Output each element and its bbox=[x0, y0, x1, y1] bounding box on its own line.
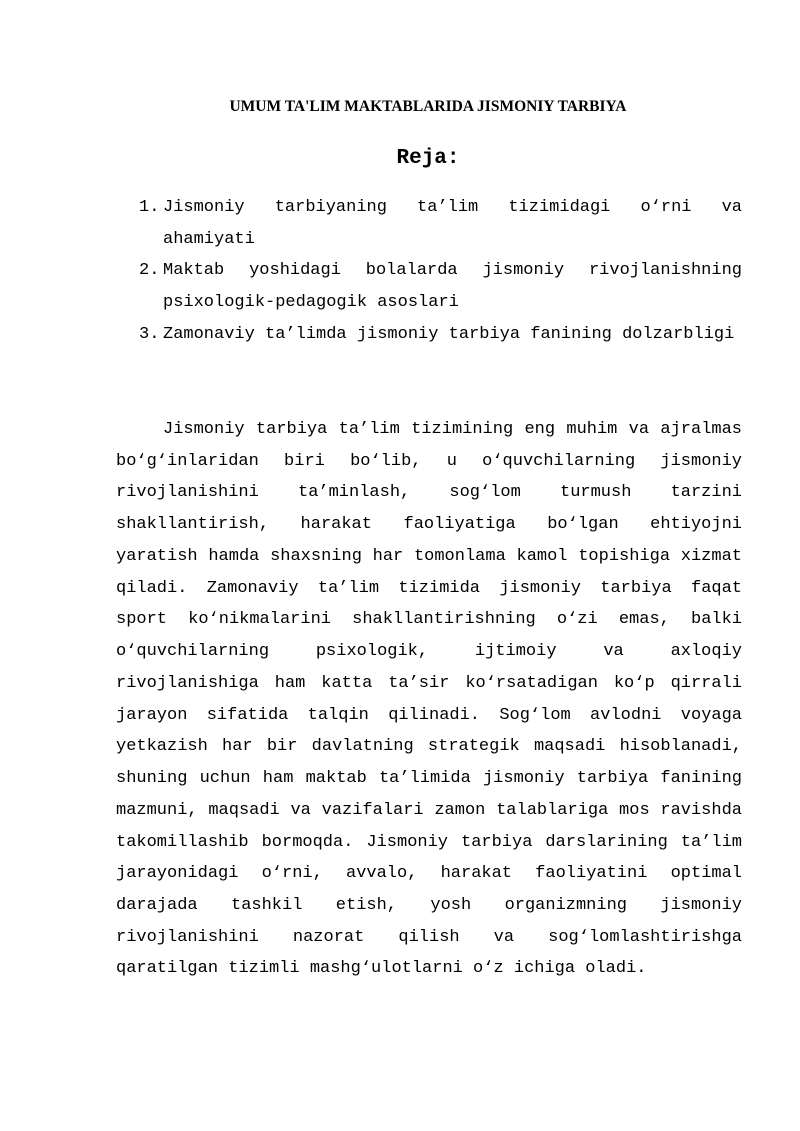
plan-item-number: 2. bbox=[139, 261, 160, 281]
plan-item-text: Maktab yoshidagi bolalarda jismoniy rivojlanishning psixologik-pedagogik asoslari bbox=[163, 261, 742, 313]
body-paragraph: Jismoniy tarbiya ta’lim tizimining eng muhim va ajralmas bo‘g‘inlaridan biri bo‘lib, u o‘quvchilarning jismoniy rivojlanishini ta’minlash, sog‘lom turmush tarzini shakllantirish, harakat faoliyatiga bo‘lgan ehtiyojni yaratish hamda shaxsning har tomonlama kamol topishiga xizmat qiladi. Zamonaviy ta’lim tizimida jismoniy tarbiya faqat sport ko‘nikmalarini shakllantirishning o‘zi emas, balki o‘quvchilarning psixologik, ijtimoiy va axloqiy rivojlanishiga ham katta ta’sir ko‘rsatadigan ko‘p qirrali jarayon sifatida talqin qilinadi. Sog‘lom avlodni voyaga yetkazish har bir davlatning strategik maqsadi hisoblanadi, shuning uchun ham maktab ta’limida jismoniy tarbiya fanining mazmuni, maqsadi va vazifalari zamon talablariga mos ravishda takomillashib bormoqda. Jismoniy tarbiya darslarining ta’lim jarayonidagi o‘rni, avvalo, harakat faoliyatini optimal darajada tashkil etish, yosh organizmning jismoniy rivojlanishini nazorat qilish va sog‘lomlashtirishga qaratilgan tizimli mashg‘ulotlarni o‘z ichiga oladi. bbox=[116, 420, 742, 979]
plan-heading: Reja: bbox=[396, 147, 460, 170]
plan-item-number: 1. bbox=[139, 198, 160, 217]
plan-item bbox=[116, 319, 742, 351]
plan-item-text: Jismoniy tarbiyaning ta’lim tizimidagi o‘rni va ahamiyati bbox=[163, 198, 742, 249]
plan-item-text: Zamonaviy ta’limda jismoniy tarbiya fanining dolzarbligi bbox=[163, 324, 735, 344]
plan-item bbox=[116, 192, 742, 255]
plan-item bbox=[116, 255, 742, 318]
document-title: UMUM TA'LIM MAKTABLARIDA JISMONIY TARBIYA bbox=[229, 98, 627, 115]
plan-item-number: 3. bbox=[139, 324, 160, 344]
plan-list bbox=[116, 192, 742, 351]
